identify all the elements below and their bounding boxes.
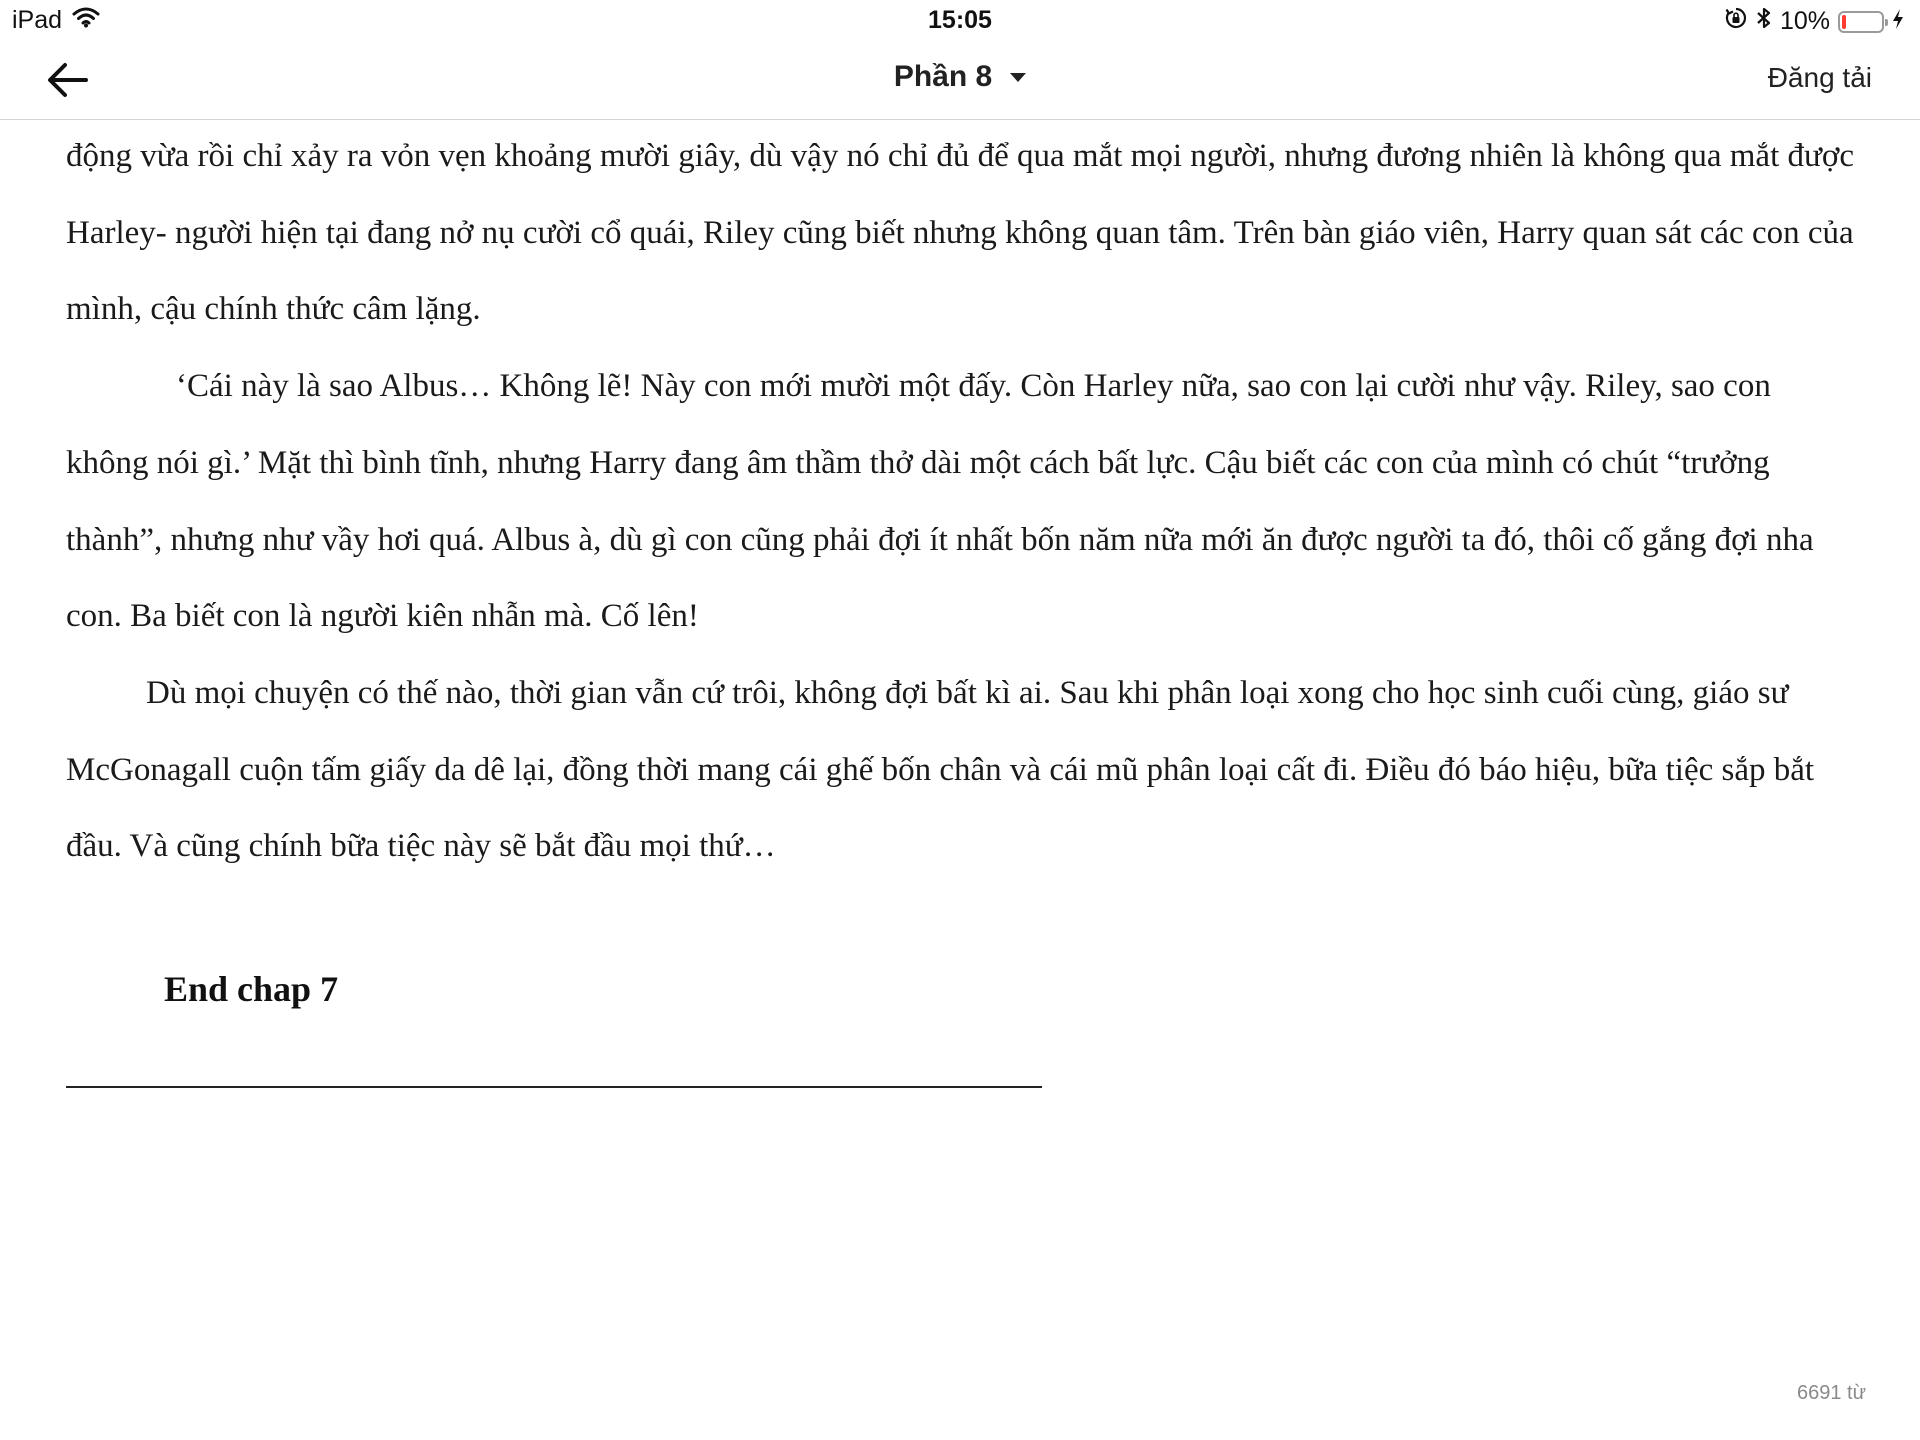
battery-percent: 10%	[1779, 7, 1830, 35]
status-right	[1724, 6, 1904, 37]
end-chapter-label: End chap 7	[164, 969, 339, 1009]
paragraph: động vừa rồi chỉ xảy ra vỏn vẹn khoảng mười giây, dù vậy nó chỉ đủ để qua mắt mọi người, nhưng đương nhiên là không qua mắt được Harley- người hiện tại đang nở nụ cười cổ quái, Riley cũng biết nhưng không quan tâm. Trên bàn giáo viên, Harry quan sát các con của mình, cậu chính thức câm lặng.	[66, 138, 1854, 328]
device-label: iPad	[12, 6, 63, 34]
orientation-lock-icon	[1724, 6, 1748, 37]
paragraph: Dù mọi chuyện có thế nào, thời gian vẫn cứ trôi, không đợi bất kì ai. Sau khi phân loại xong cho học sinh cuối cùng, giáo sư McGonagall cuộn tấm giấy da dê lại, đồng thời mang cái ghế bốn chân và cái mũ phân loại cất đi. Điều đó báo hiệu, bữa tiệc sắp bắt đầu. Và cũng chính bữa tiệc này sẽ bắt đầu mọi thứ…	[66, 674, 1815, 865]
part-selector	[0, 60, 1920, 94]
battery-level	[1842, 15, 1846, 29]
part-dropdown[interactable]	[894, 60, 1026, 94]
charging-icon	[1892, 8, 1904, 36]
separator-line	[66, 1086, 1042, 1088]
bluetooth-icon	[1756, 6, 1772, 37]
status-bar	[0, 0, 1920, 40]
status-time: 15:05	[928, 6, 992, 34]
word-count: 6691 từ	[1797, 1382, 1866, 1404]
part-title: Phần 8	[893, 60, 993, 93]
paragraph: ‘Cái này là sao Albus… Không lẽ! Này con mới mười một đấy. Còn Harley nữa, sao con lại cười như vậy. Riley, sao con không nói gì.’ Mặt thì bình tĩnh, nhưng Harry đang âm thầm thở dài một cách bất lực. Cậu biết các con của mình có chút “trưởng thành”, nhưng như vầy hơi quá. Albus à, dù gì con cũng phải đợi ít nhất bốn năm nữa mới ăn được người ta đó, thôi cố gắng đợi nha con. Ba biết con là người kiên nhẫn mà. Cố lên!	[66, 368, 1814, 635]
battery-icon	[1838, 11, 1884, 33]
publish-button[interactable]: Đăng tải	[1767, 62, 1872, 93]
story-content	[66, 118, 1856, 885]
caret-down-icon	[1010, 73, 1026, 82]
nav-bar	[0, 40, 1920, 120]
